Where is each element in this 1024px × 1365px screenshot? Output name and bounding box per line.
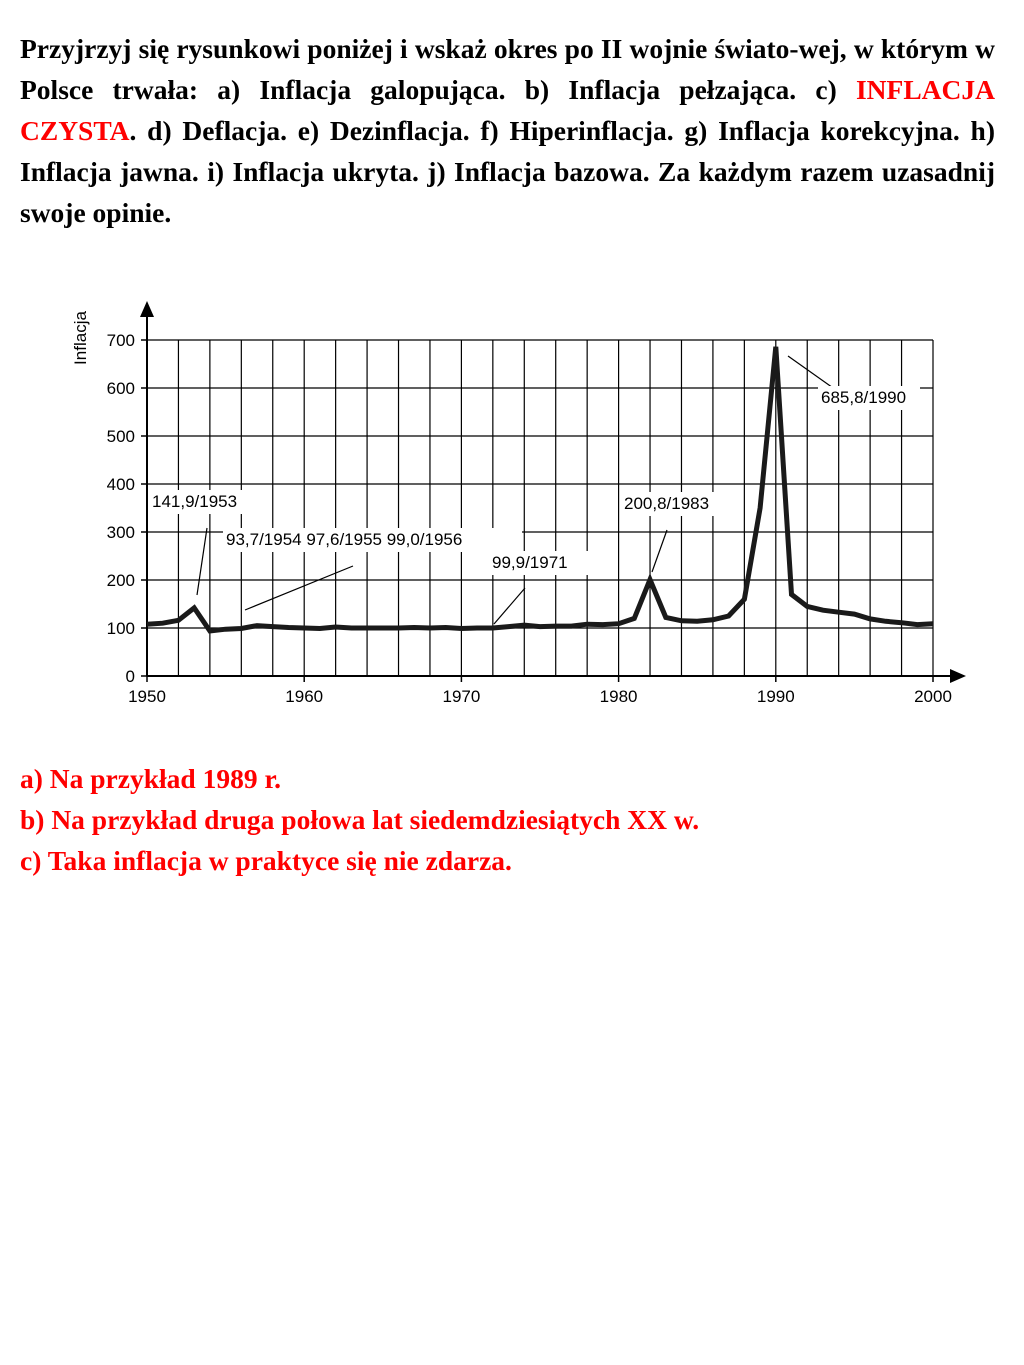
x-tick-label: 1960 xyxy=(285,687,324,706)
chart-annotations xyxy=(149,356,920,624)
question-part-1: Przyjrzyj się rysunkowi poniżej i wskaż okres po II wojnie świato-wej, w którym w Polsce trwała: a) Inflacja galopująca. b) Inflacja pełzająca. c) xyxy=(20,33,995,105)
y-tick-label: 200 xyxy=(106,571,135,590)
x-tick-label: 2000 xyxy=(914,687,952,706)
annotation-leader xyxy=(245,566,353,610)
x-tick-label: 1980 xyxy=(599,687,638,706)
answer-a: a) Na przykład 1989 r. xyxy=(20,763,282,794)
annotation-leader xyxy=(197,528,207,595)
y-tick-label: 300 xyxy=(106,523,135,542)
x-tick-label: 1950 xyxy=(128,687,166,706)
x-tick-label: 1970 xyxy=(442,687,481,706)
y-tick-label: 600 xyxy=(106,379,135,398)
annotation-label: 141,9/1953 xyxy=(152,492,238,511)
y-tick-label: 100 xyxy=(106,619,135,638)
annotation-label: 99,9/1971 xyxy=(492,553,568,572)
y-tick-label: 0 xyxy=(125,667,135,686)
question-text xyxy=(20,28,995,233)
annotation-label: 685,8/1990 xyxy=(821,388,907,407)
annotation-leader xyxy=(652,530,667,572)
y-axis-label: Inflacja xyxy=(71,311,90,365)
y-tick-label: 500 xyxy=(106,427,135,446)
chart-series xyxy=(147,347,933,631)
x-tick-label: 1990 xyxy=(756,687,795,706)
answer-c: c) Taka inflacja w praktyce się nie zdarza. xyxy=(20,845,512,876)
annotation-leader xyxy=(494,588,525,624)
answer-b: b) Na przykład druga połowa lat siedemdziesiątych XX w. xyxy=(20,804,700,835)
annotation-label: 93,7/1954 97,6/1955 99,0/1956 xyxy=(226,530,463,549)
annotation-label: 200,8/1983 xyxy=(624,494,710,513)
y-axis-arrow xyxy=(140,301,154,317)
y-tick-label: 400 xyxy=(106,475,135,494)
y-tick-label: 700 xyxy=(106,331,135,350)
question-part-2: . d) Deflacja. e) Dezinflacja. f) Hiperinflacja. g) Inflacja korekcyjna. h) Inflacja jawna. i) Inflacja ukryta. j) Inflacja bazowa. Za każdym razem uzasadnij swoje opinie. xyxy=(20,115,995,228)
inflation-chart xyxy=(0,290,1024,720)
answers xyxy=(20,758,699,881)
x-axis-arrow xyxy=(950,669,966,683)
question-highlight: INFLACJA CZYSTA xyxy=(20,74,995,146)
series-line-inflation xyxy=(147,347,933,631)
